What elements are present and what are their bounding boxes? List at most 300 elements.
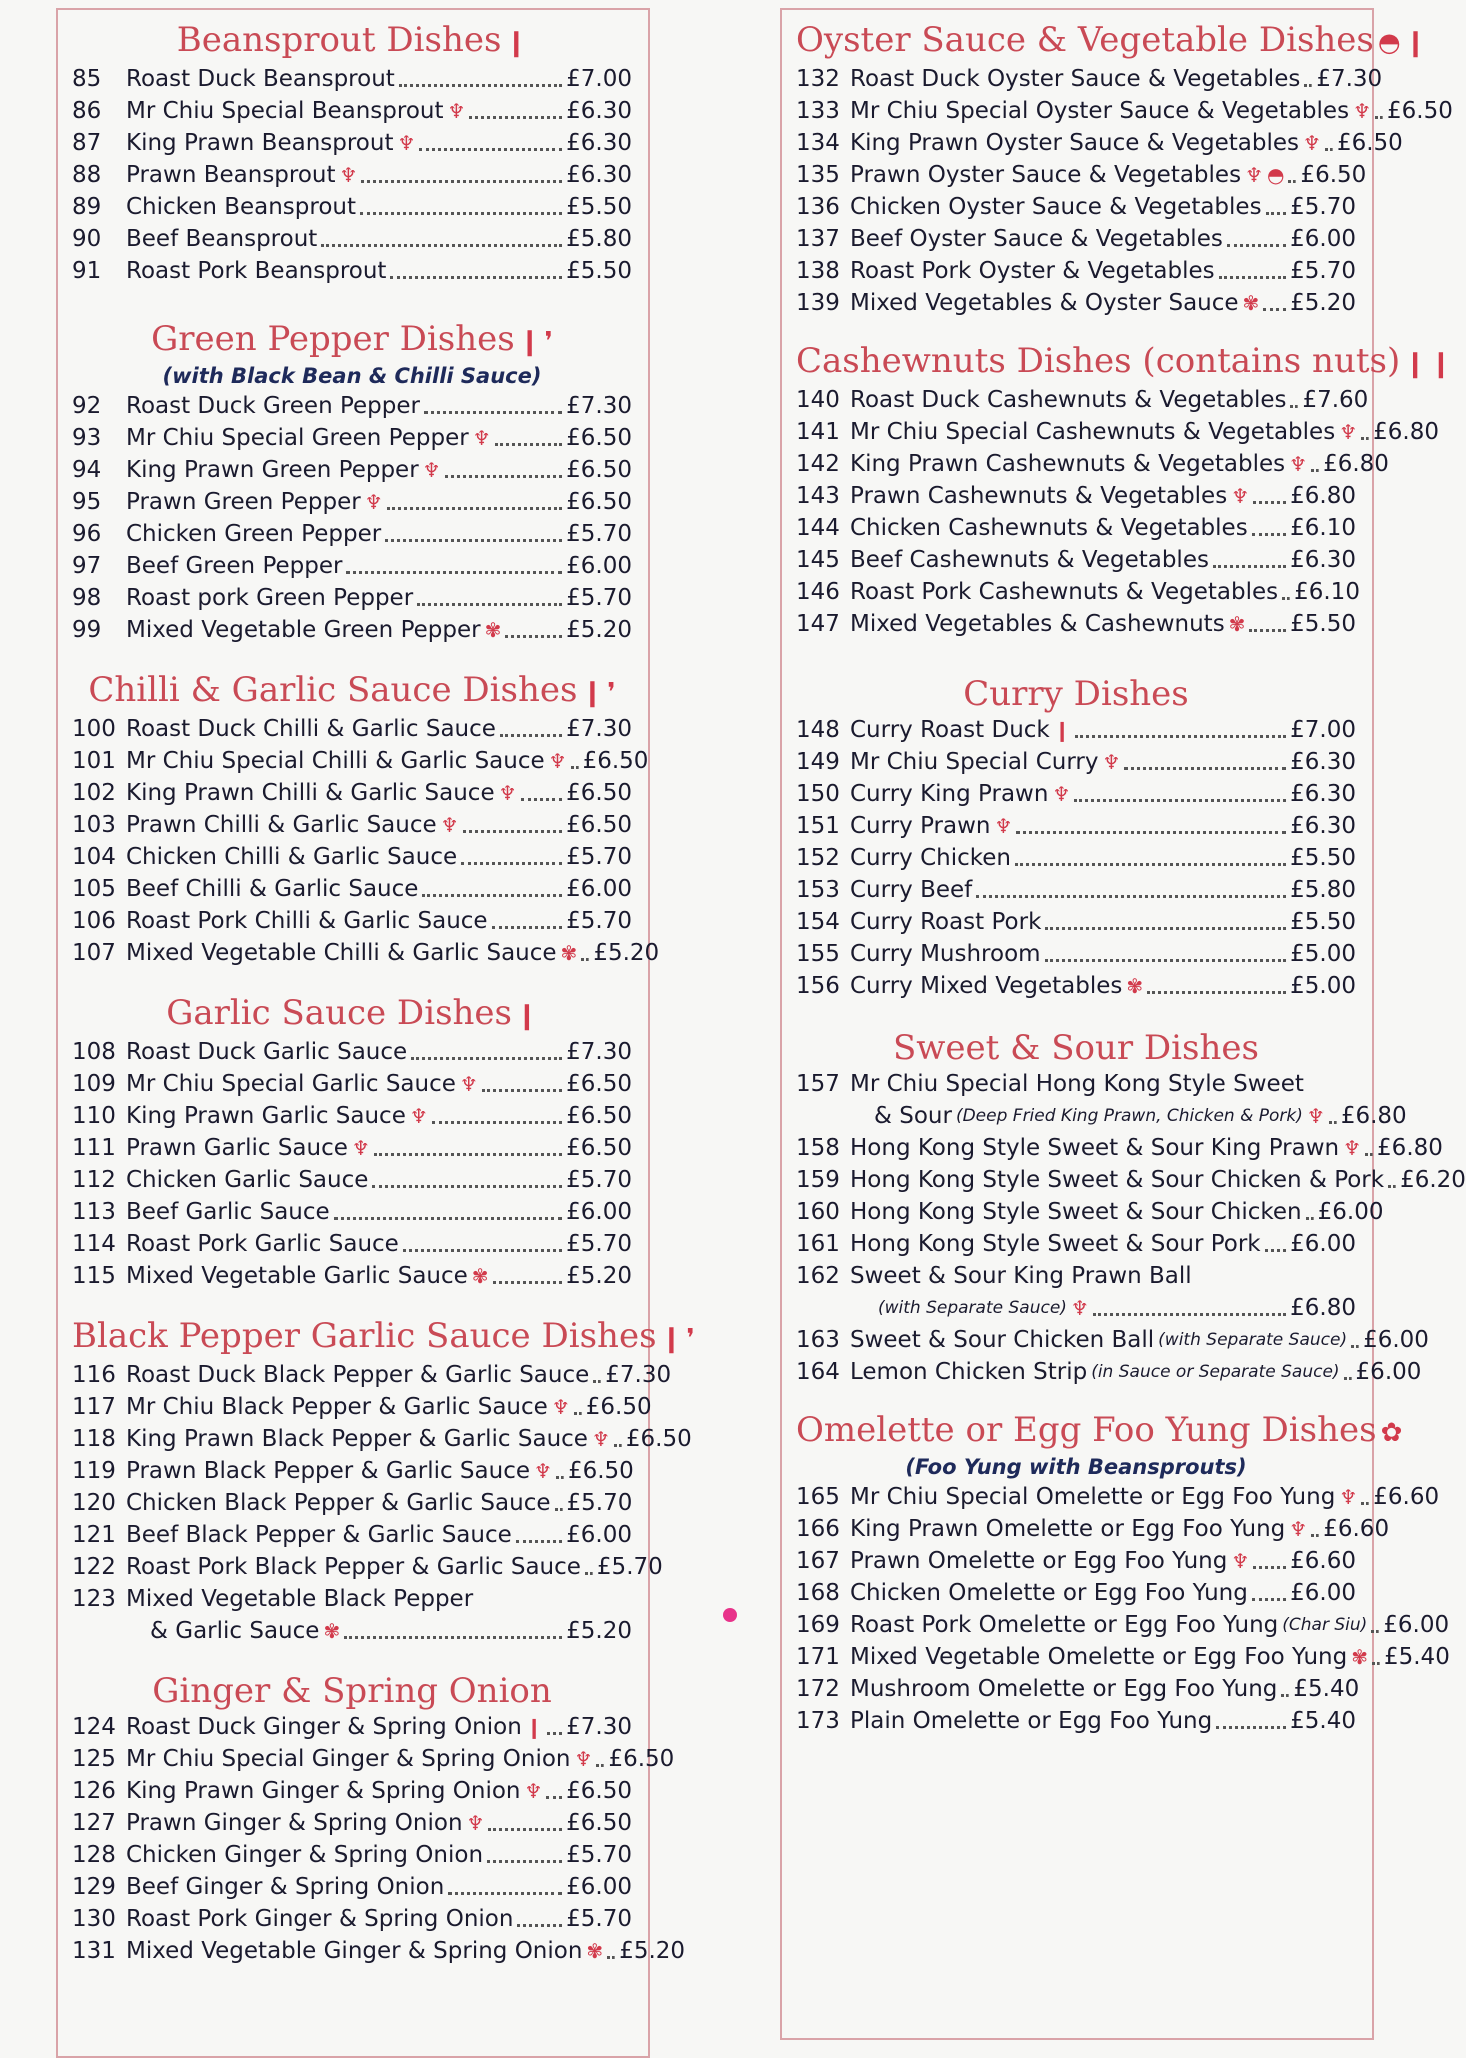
item-name: Prawn Cashewnuts & Vegetables	[850, 483, 1228, 509]
dot-leader	[596, 1764, 604, 1767]
dot-leader	[387, 507, 563, 510]
menu-item	[72, 614, 632, 646]
item-name: Beef Beansprout	[126, 226, 318, 252]
item-number: 118	[72, 1426, 116, 1452]
item-price: £7.30	[566, 716, 632, 742]
menu-item	[796, 95, 1453, 127]
item-number: 165	[796, 1484, 840, 1510]
item-price: £6.50	[566, 1135, 632, 1161]
menu-item	[796, 544, 1356, 576]
item-number: 145	[796, 547, 840, 573]
item-price: £5.50	[1290, 909, 1356, 935]
menu-item	[796, 1132, 1443, 1164]
menu-item	[72, 1935, 686, 1967]
prawn-icon: ♆	[440, 813, 459, 837]
item-price: £6.80	[1373, 419, 1439, 445]
menu-item	[72, 390, 632, 422]
item-number: 157	[796, 1071, 840, 1097]
section-title	[796, 341, 1452, 384]
dot-leader	[1361, 1502, 1369, 1505]
item-number: 97	[72, 553, 102, 579]
menu-item	[796, 191, 1356, 223]
menu-item	[796, 608, 1356, 640]
prawn-icon: ♆	[498, 781, 517, 805]
chilli-icon: ❙	[1053, 718, 1071, 742]
item-price: £6.00	[1290, 1580, 1356, 1606]
dot-leader	[1213, 565, 1286, 568]
item-number: 168	[796, 1580, 840, 1606]
menu-item	[72, 486, 632, 518]
item-price: £6.00	[1290, 226, 1356, 252]
menu-item	[72, 454, 632, 486]
menu-item	[796, 159, 1367, 191]
menu-section	[796, 20, 1453, 319]
item-price: £7.60	[1302, 387, 1369, 413]
item-number: 144	[796, 515, 840, 541]
item-number: 88	[72, 162, 102, 188]
dot-leader	[492, 926, 563, 929]
prawn-icon: ♆	[351, 1136, 370, 1160]
chilli-icon: ❙	[1404, 28, 1427, 58]
menu-item	[796, 1068, 1356, 1100]
right-menu-column	[780, 8, 1466, 2040]
item-name: Roast Duck Green Pepper	[126, 393, 420, 419]
menu-item	[796, 255, 1356, 287]
item-number: 121	[72, 1522, 116, 1548]
prawn-icon: ♆	[1052, 782, 1071, 806]
dot-leader	[593, 1380, 601, 1383]
item-price: £6.60	[1290, 1548, 1356, 1574]
dot-leader	[495, 443, 563, 446]
item-number: 85	[72, 66, 102, 92]
dot-leader	[571, 766, 579, 769]
item-name: Curry Roast Duck	[850, 717, 1050, 743]
dot-leader	[1325, 148, 1333, 151]
dot-leader	[1282, 597, 1290, 600]
dot-leader	[469, 116, 562, 119]
item-name: Mr Chiu Special Green Pepper	[126, 425, 469, 451]
item-price: £5.20	[593, 940, 660, 966]
pepper-icon: ❜	[544, 327, 553, 357]
menu-item	[796, 223, 1356, 255]
dot-leader	[574, 1412, 582, 1415]
item-name: Mr Chiu Special Ginger & Spring Onion	[126, 1746, 571, 1772]
item-price: £6.00	[566, 1874, 632, 1900]
item-number: 134	[796, 130, 840, 156]
item-name: King Prawn Chilli & Garlic Sauce	[126, 780, 495, 806]
item-price: £6.10	[1294, 579, 1360, 605]
prawn-icon: ♆	[591, 1427, 610, 1451]
item-price: £6.20	[1400, 1167, 1466, 1193]
item-number: 138	[796, 258, 840, 284]
menu-section	[72, 670, 660, 969]
item-name: Lemon Chicken Strip	[850, 1359, 1088, 1385]
dot-leader	[1016, 831, 1286, 834]
dot-leader	[607, 1956, 615, 1959]
item-name: Mr Chiu Special Chilli & Garlic Sauce	[126, 748, 545, 774]
shell-icon: ◓	[1267, 163, 1285, 187]
dot-leader	[344, 1636, 562, 1639]
chilli-icon: ❙	[1430, 349, 1452, 379]
menu-section	[796, 341, 1452, 640]
menu-item	[796, 874, 1356, 906]
dot-leader	[1045, 927, 1286, 930]
item-number: 86	[72, 98, 102, 124]
item-price: £5.80	[566, 226, 632, 252]
menu-item	[796, 1609, 1450, 1641]
dot-leader	[1371, 1630, 1379, 1633]
menu-item	[796, 1513, 1390, 1545]
item-name: Mixed Vegetable Garlic Sauce	[126, 1263, 468, 1289]
item-price: £5.70	[566, 1231, 632, 1257]
item-number: 173	[796, 1708, 840, 1734]
chilli-icon: ❙	[1404, 349, 1427, 379]
item-name: Prawn Omelette or Egg Foo Yung	[850, 1548, 1228, 1574]
item-price: £5.00	[1290, 973, 1356, 999]
item-price: £6.30	[566, 130, 632, 156]
item-number: 101	[72, 748, 116, 774]
item-name: Roast Pork Cashewnuts & Vegetables	[850, 579, 1279, 605]
dot-leader	[482, 1089, 562, 1092]
dot-leader	[505, 635, 562, 638]
menu-item	[72, 1260, 632, 1292]
item-price: £6.50	[566, 425, 632, 451]
dot-leader	[500, 734, 562, 737]
prawn-icon: ♆	[472, 426, 491, 450]
item-name: Roast Pork Oyster & Vegetables	[850, 258, 1215, 284]
menu-section	[72, 319, 632, 646]
chilli-icon: ❙	[525, 1715, 543, 1739]
chilli-icon: ❙	[581, 678, 604, 708]
menu-item	[72, 1359, 672, 1391]
prawn-icon: ♆	[1289, 452, 1308, 476]
item-number: 142	[796, 451, 840, 477]
dot-leader	[1304, 84, 1312, 87]
item-price: £5.80	[1290, 877, 1356, 903]
item-price: £5.70	[566, 521, 632, 547]
vegetable-icon: ✾	[1242, 291, 1260, 315]
dot-leader	[463, 830, 563, 833]
section-title	[796, 674, 1356, 714]
item-number: 104	[72, 844, 116, 870]
dot-leader	[461, 862, 562, 865]
dot-leader	[385, 539, 562, 542]
prawn-icon: ♆	[574, 1747, 593, 1771]
item-price: £6.50	[566, 812, 632, 838]
item-price: £6.80	[1377, 1135, 1443, 1161]
item-price: £5.70	[1290, 194, 1356, 220]
item-price: £6.50	[566, 489, 632, 515]
dot-leader	[424, 411, 562, 414]
item-price: £6.50	[566, 1810, 632, 1836]
section-title	[796, 20, 1427, 63]
item-name: Roast Duck Black Pepper & Garlic Sauce	[126, 1362, 590, 1388]
item-price: £6.80	[1323, 451, 1389, 477]
item-name: Mr Chiu Special Curry	[850, 749, 1099, 775]
item-number: 106	[72, 908, 116, 934]
section-title	[72, 670, 632, 713]
menu-item	[72, 1455, 632, 1487]
prawn-icon: ♆	[524, 1779, 543, 1803]
dot-leader	[1015, 863, 1286, 866]
dot-leader	[585, 1572, 593, 1575]
item-number: 159	[796, 1167, 840, 1193]
dot-leader	[422, 894, 562, 897]
item-price: £7.30	[1316, 66, 1383, 92]
vegetable-icon: ✾	[560, 941, 578, 965]
menu-item	[796, 63, 1383, 95]
item-name: King Prawn Black Pepper & Garlic Sauce	[126, 1426, 588, 1452]
dot-leader	[487, 1860, 562, 1863]
item-name: Roast Pork Omelette or Egg Foo Yung	[850, 1612, 1279, 1638]
menu-item	[796, 1641, 1450, 1673]
item-number: 167	[796, 1548, 840, 1574]
prawn-icon: ♆	[339, 163, 358, 187]
item-number: 123	[72, 1586, 116, 1612]
item-name: Beef Oyster Sauce & Vegetables	[850, 226, 1223, 252]
prawn-icon: ♆	[551, 1395, 570, 1419]
item-number: 92	[72, 393, 102, 419]
item-name: Roast Duck Cashewnuts & Vegetables	[850, 387, 1287, 413]
item-name: King Prawn Oyster Sauce & Vegetables	[850, 130, 1300, 156]
dot-leader	[1361, 437, 1369, 440]
item-name: Roast Duck Oyster Sauce & Vegetables	[850, 66, 1301, 92]
item-number: 122	[72, 1554, 116, 1580]
menu-item	[72, 191, 632, 223]
item-number: 139	[796, 290, 840, 316]
menu-item	[796, 746, 1356, 778]
dot-leader	[517, 1924, 562, 1927]
dot-leader	[1252, 533, 1286, 536]
menu-item	[796, 1164, 1466, 1196]
item-name: Roast Duck Garlic Sauce	[126, 1039, 408, 1065]
menu-item	[72, 777, 632, 809]
item-number: 117	[72, 1394, 116, 1420]
item-price: £5.70	[566, 1167, 632, 1193]
prawn-icon: ♆	[422, 458, 441, 482]
dot-leader	[1388, 1185, 1396, 1188]
item-name: Prawn Chilli & Garlic Sauce	[126, 812, 437, 838]
item-number: 114	[72, 1231, 116, 1257]
item-number: 140	[796, 387, 840, 413]
dot-leader	[361, 180, 562, 183]
item-name-continued: & Garlic Sauce	[150, 1618, 320, 1644]
prawn-icon: ♆	[534, 1459, 552, 1483]
item-price: £6.50	[566, 1778, 632, 1804]
dot-leader	[1093, 1313, 1286, 1316]
dot-leader	[334, 1217, 562, 1220]
menu-item	[72, 1519, 632, 1551]
item-number: 164	[796, 1359, 840, 1385]
vegetable-icon: ✾	[586, 1939, 604, 1963]
menu-item	[72, 713, 632, 745]
item-name: King Prawn Beansprout	[126, 130, 394, 156]
menu-item	[796, 287, 1356, 319]
item-name: Chicken Garlic Sauce	[126, 1167, 369, 1193]
menu-item	[72, 1228, 632, 1260]
item-number: 154	[796, 909, 840, 935]
item-number: 132	[796, 66, 840, 92]
item-number: 166	[796, 1516, 840, 1542]
menu-item	[796, 842, 1356, 874]
item-number: 162	[796, 1263, 840, 1289]
item-name: Roast Pork Ginger & Spring Onion	[126, 1906, 514, 1932]
menu-item	[72, 63, 632, 95]
item-price: £6.50	[582, 748, 649, 774]
item-price: £6.30	[1290, 749, 1356, 775]
dot-leader	[493, 1281, 563, 1284]
item-name: Mixed Vegetable Ginger & Spring Onion	[126, 1938, 583, 1964]
menu-item	[72, 255, 632, 287]
item-note: (with Separate Sauce)	[878, 1298, 1067, 1318]
item-price: £5.00	[1290, 941, 1356, 967]
item-number: 98	[72, 585, 102, 611]
item-name: Curry Chicken	[850, 845, 1011, 871]
menu-section	[796, 1028, 1466, 1388]
menu-item	[796, 512, 1356, 544]
menu-item	[72, 873, 632, 905]
item-name: Beef Ginger & Spring Onion	[126, 1874, 445, 1900]
dot-leader	[614, 1444, 622, 1447]
item-number: 90	[72, 226, 102, 252]
dot-leader	[1365, 1153, 1373, 1156]
prawn-icon: ♆	[1339, 1485, 1358, 1509]
flower-icon: ✿	[1380, 1418, 1403, 1448]
menu-item	[72, 1196, 632, 1228]
menu-item	[796, 448, 1389, 480]
item-price: £5.40	[1290, 1708, 1356, 1734]
item-price: £6.50	[566, 780, 632, 806]
item-name: Mr Chiu Special Beansprout	[126, 98, 444, 124]
item-name: Roast Duck Ginger & Spring Onion	[126, 1714, 522, 1740]
menu-item-continuation	[796, 1292, 1356, 1324]
prawn-icon: ♆	[409, 1104, 428, 1128]
item-number: 129	[72, 1874, 116, 1900]
dot-leader	[411, 1057, 562, 1060]
section-title-text: Beansprout Dishes	[176, 20, 502, 60]
dot-leader	[1219, 276, 1287, 279]
menu-item	[72, 1583, 632, 1615]
item-number: 111	[72, 1135, 116, 1161]
item-number: 99	[72, 617, 102, 643]
item-name: Curry Prawn	[850, 813, 991, 839]
item-name: Mixed Vegetables & Oyster Sauce	[850, 290, 1239, 316]
menu-item	[72, 159, 632, 191]
item-name: Hong Kong Style Sweet & Sour Chicken & Pork	[850, 1167, 1385, 1193]
item-name: Roast pork Green Pepper	[126, 585, 414, 611]
dot-leader	[546, 1796, 562, 1799]
menu-item	[72, 745, 649, 777]
item-price: £6.00	[1383, 1612, 1450, 1638]
dot-leader	[1288, 180, 1296, 183]
section-title-text: Chilli & Garlic Sauce Dishes	[88, 670, 578, 710]
dot-leader	[581, 958, 589, 961]
prawn-icon: ♆	[1306, 1104, 1325, 1128]
dot-leader	[1329, 1121, 1337, 1124]
section-title-text: Garlic Sauce Dishes	[166, 993, 512, 1033]
item-name: Roast Duck Beansprout	[126, 66, 395, 92]
item-name: Chicken Chilli & Garlic Sauce	[126, 844, 458, 870]
shell-icon: ◓	[1377, 28, 1401, 58]
item-price: £5.70	[566, 844, 632, 870]
menu-item	[72, 1164, 632, 1196]
item-number: 156	[796, 973, 840, 999]
item-name: Mushroom Omelette or Egg Foo Yung	[850, 1676, 1278, 1702]
menu-item	[72, 809, 632, 841]
dot-leader	[445, 475, 563, 478]
menu-item	[72, 1100, 632, 1132]
item-number: 125	[72, 1746, 116, 1772]
menu-item	[796, 576, 1360, 608]
item-name: King Prawn Ginger & Spring Onion	[126, 1778, 521, 1804]
item-number: 133	[796, 98, 840, 124]
item-number: 105	[72, 876, 116, 902]
item-price: £6.00	[566, 1199, 632, 1225]
item-name: Prawn Oyster Sauce & Vegetables	[850, 162, 1242, 188]
item-price: £6.00	[1355, 1359, 1422, 1385]
item-number: 120	[72, 1490, 116, 1516]
vegetable-icon: ✾	[471, 1264, 489, 1288]
menu-item-continuation	[72, 1615, 632, 1647]
menu-item	[72, 95, 632, 127]
item-number: 126	[72, 1778, 116, 1804]
item-number: 102	[72, 780, 116, 806]
item-price: £5.20	[566, 1263, 632, 1289]
dot-leader	[1375, 116, 1383, 119]
item-name: Sweet & Sour King Prawn Ball	[850, 1263, 1192, 1289]
item-price: £7.00	[566, 66, 632, 92]
dot-leader	[1351, 1345, 1359, 1348]
prawn-icon: ♆	[447, 99, 466, 123]
item-name: Mixed Vegetable Omelette or Egg Foo Yung	[850, 1644, 1348, 1670]
menu-item	[72, 518, 632, 550]
item-number: 131	[72, 1938, 116, 1964]
item-name: Beef Garlic Sauce	[126, 1199, 330, 1225]
dot-leader	[488, 1828, 562, 1831]
menu-item	[796, 778, 1356, 810]
item-price: £6.50	[625, 1426, 692, 1452]
item-name: Beef Chilli & Garlic Sauce	[126, 876, 419, 902]
item-price: £6.30	[1290, 813, 1356, 839]
menu-item	[796, 714, 1356, 746]
menu-item	[72, 223, 632, 255]
section-title	[72, 1671, 632, 1711]
item-number: 91	[72, 258, 102, 284]
dot-leader	[516, 1540, 562, 1543]
item-price: £7.30	[605, 1362, 672, 1388]
section-title-text: Cashewnuts Dishes (contains nuts)	[796, 341, 1401, 381]
item-number: 155	[796, 941, 840, 967]
item-name: Chicken Black Pepper & Garlic Sauce	[126, 1490, 551, 1516]
item-number: 112	[72, 1167, 116, 1193]
item-name: Roast Pork Garlic Sauce	[126, 1231, 399, 1257]
menu-item	[796, 970, 1356, 1002]
dot-leader	[1249, 629, 1286, 632]
menu-section	[72, 20, 632, 287]
item-name: King Prawn Cashewnuts & Vegetables	[850, 451, 1286, 477]
item-number: 160	[796, 1199, 840, 1225]
chilli-icon: ❙	[515, 1001, 538, 1031]
prawn-icon: ♆	[1245, 163, 1263, 187]
item-number: 158	[796, 1135, 840, 1161]
item-name: Hong Kong Style Sweet & Sour Pork	[850, 1231, 1261, 1257]
section-subtitle: (with Black Bean & Chilli Sauce)	[162, 364, 542, 388]
item-price: £6.30	[1290, 781, 1356, 807]
item-price: £6.80	[1340, 1103, 1407, 1129]
menu-item	[796, 416, 1439, 448]
menu-item	[796, 1481, 1440, 1513]
prawn-icon: ♆	[1231, 484, 1250, 508]
